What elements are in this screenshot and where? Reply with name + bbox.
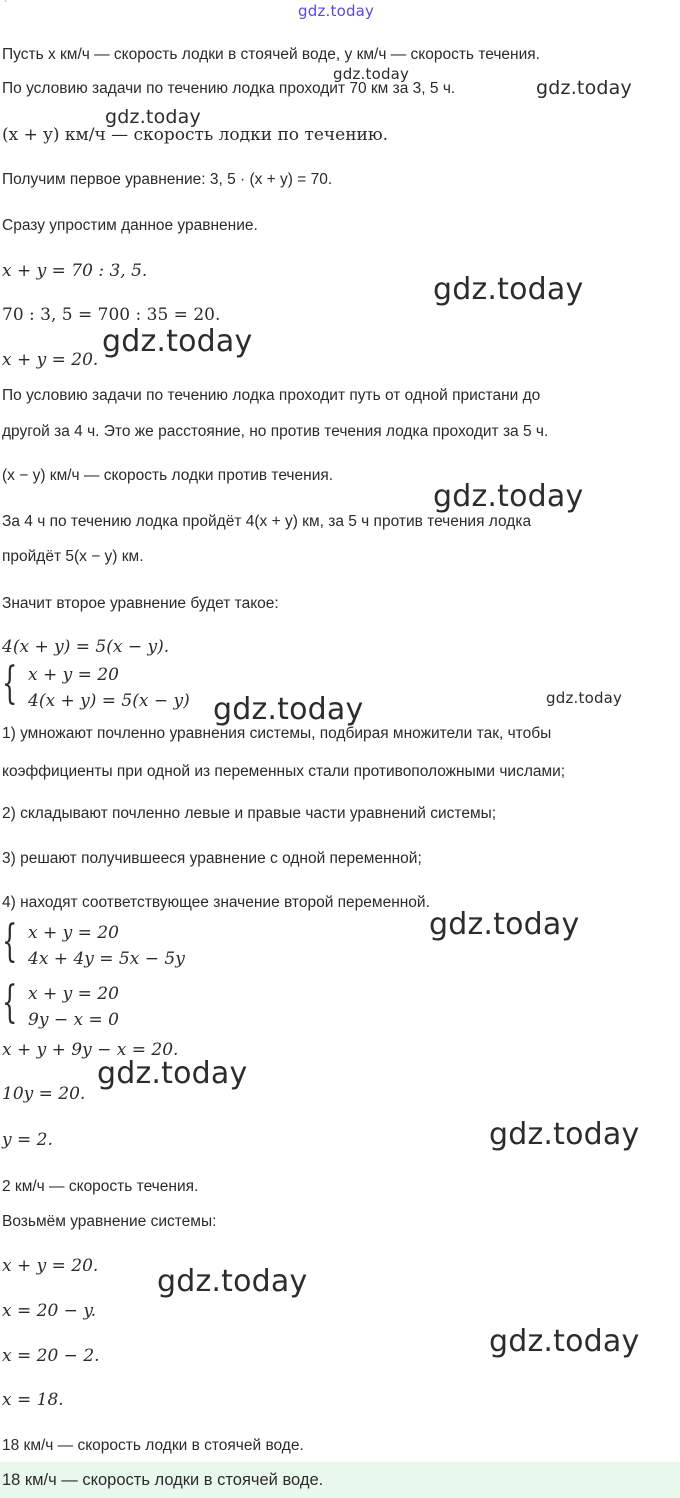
system-3-eq-2: 9y − x = 0 (28, 1010, 119, 1030)
text-line-13: пройдёт 5(x − y) км. (2, 548, 144, 565)
system-2-eq-2: 4x + 4y = 5x − 5y (28, 949, 185, 969)
text-line-30: 18 км/ч — скорость лодки в стоячей воде. (2, 1437, 304, 1454)
brace-icon: { (2, 658, 18, 709)
answer-text: 18 км/ч — скорость лодки в стоячей воде. (2, 1471, 324, 1489)
text-line-12: За 4 ч по течению лодка пройдёт 4(x + y) км, за 5 ч против течения лодка (2, 513, 532, 530)
text-line-4: Получим первое уравнение: 3, 5 · (x + y) = 70. (2, 171, 333, 188)
text-line-2: По условию задачи по течению лодка проходит 70 км за 3, 5 ч. (2, 80, 456, 97)
system-1-eq-1: x + y = 20 (28, 665, 119, 685)
watermark: gdz.today (433, 272, 584, 307)
text-line-10: другой за 4 ч. Это же расстояние, но против течения лодка проходит за 5 ч. (2, 423, 549, 440)
watermark: gdz.today (333, 65, 410, 83)
watermark: gdz.today (489, 1324, 640, 1359)
text-line-9: По условию задачи по течению лодка проходит путь от одной пристани до (2, 387, 541, 404)
watermark: gdz.today (213, 692, 364, 727)
text-line-24: 2 км/ч — скорость течения. (2, 1178, 199, 1195)
watermark: gdz.today (489, 1117, 640, 1152)
math-line-8: x + y = 20. (2, 350, 99, 370)
math-line-7: 70 : 3, 5 = 700 : 35 = 20. (2, 305, 221, 325)
text-line-19: 3) решают получившееся уравнение с одной переменной; (2, 850, 422, 867)
system-1-eq-2: 4(x + y) = 5(x − y) (28, 691, 190, 711)
math-line-22: 10y = 20. (2, 1084, 86, 1104)
text-line-17: коэффициенты при одной из переменных стали противоположными числами; (2, 763, 566, 780)
math-line-15: 4(x + y) = 5(x − y). (2, 637, 170, 657)
text-line-25: Возьмём уравнение системы: (2, 1213, 217, 1230)
watermark: gdz.today (157, 1264, 308, 1299)
math-line-28: x = 20 − 2. (2, 1346, 100, 1366)
math-line-6: x + y = 70 : 3, 5. (2, 261, 148, 281)
brace-icon: { (2, 916, 18, 967)
text-line-11: (x − y) км/ч — скорость лодки против течения. (2, 467, 334, 484)
text-line-20: 4) находят соответствующее значение второй переменной. (2, 894, 430, 911)
header-brand-link[interactable]: gdz.today (298, 2, 375, 20)
text-line-16: 1) умножают почленно уравнения системы, подбирая множители так, чтобы (2, 725, 552, 742)
math-line-29: x = 18. (2, 1390, 64, 1410)
answer-box (0, 1462, 680, 1498)
text-line-5: Сразу упростим данное уравнение. (2, 217, 258, 234)
math-line-26: x + y = 20. (2, 1256, 99, 1276)
watermark: gdz.today (546, 689, 623, 707)
watermark: gdz.today (102, 324, 253, 359)
brace-icon: { (2, 977, 18, 1028)
math-line-27: x = 20 − y. (2, 1301, 97, 1321)
watermark: gdz.today (433, 479, 584, 514)
watermark: gdz.today (105, 106, 201, 128)
math-line-23: y = 2. (2, 1130, 53, 1150)
text-line-18: 2) складывают почленно левые и правые части уравнений системы; (2, 805, 497, 822)
corner-mark: ˋ (4, 0, 8, 11)
text-line-14: Значит второе уравнение будет такое: (2, 595, 279, 612)
math-line-21: x + y + 9y − x = 20. (2, 1040, 179, 1060)
watermark: gdz.today (97, 1056, 248, 1091)
text-line-3: (x + y) км/ч — скорость лодки по течению. (2, 125, 389, 145)
watermark: gdz.today (536, 77, 632, 99)
system-2-eq-1: x + y = 20 (28, 923, 119, 943)
watermark: gdz.today (429, 907, 580, 942)
system-3-eq-1: x + y = 20 (28, 984, 119, 1004)
text-line-1: Пусть x км/ч — скорость лодки в стоячей воде, y км/ч — скорость течения. (2, 46, 540, 63)
